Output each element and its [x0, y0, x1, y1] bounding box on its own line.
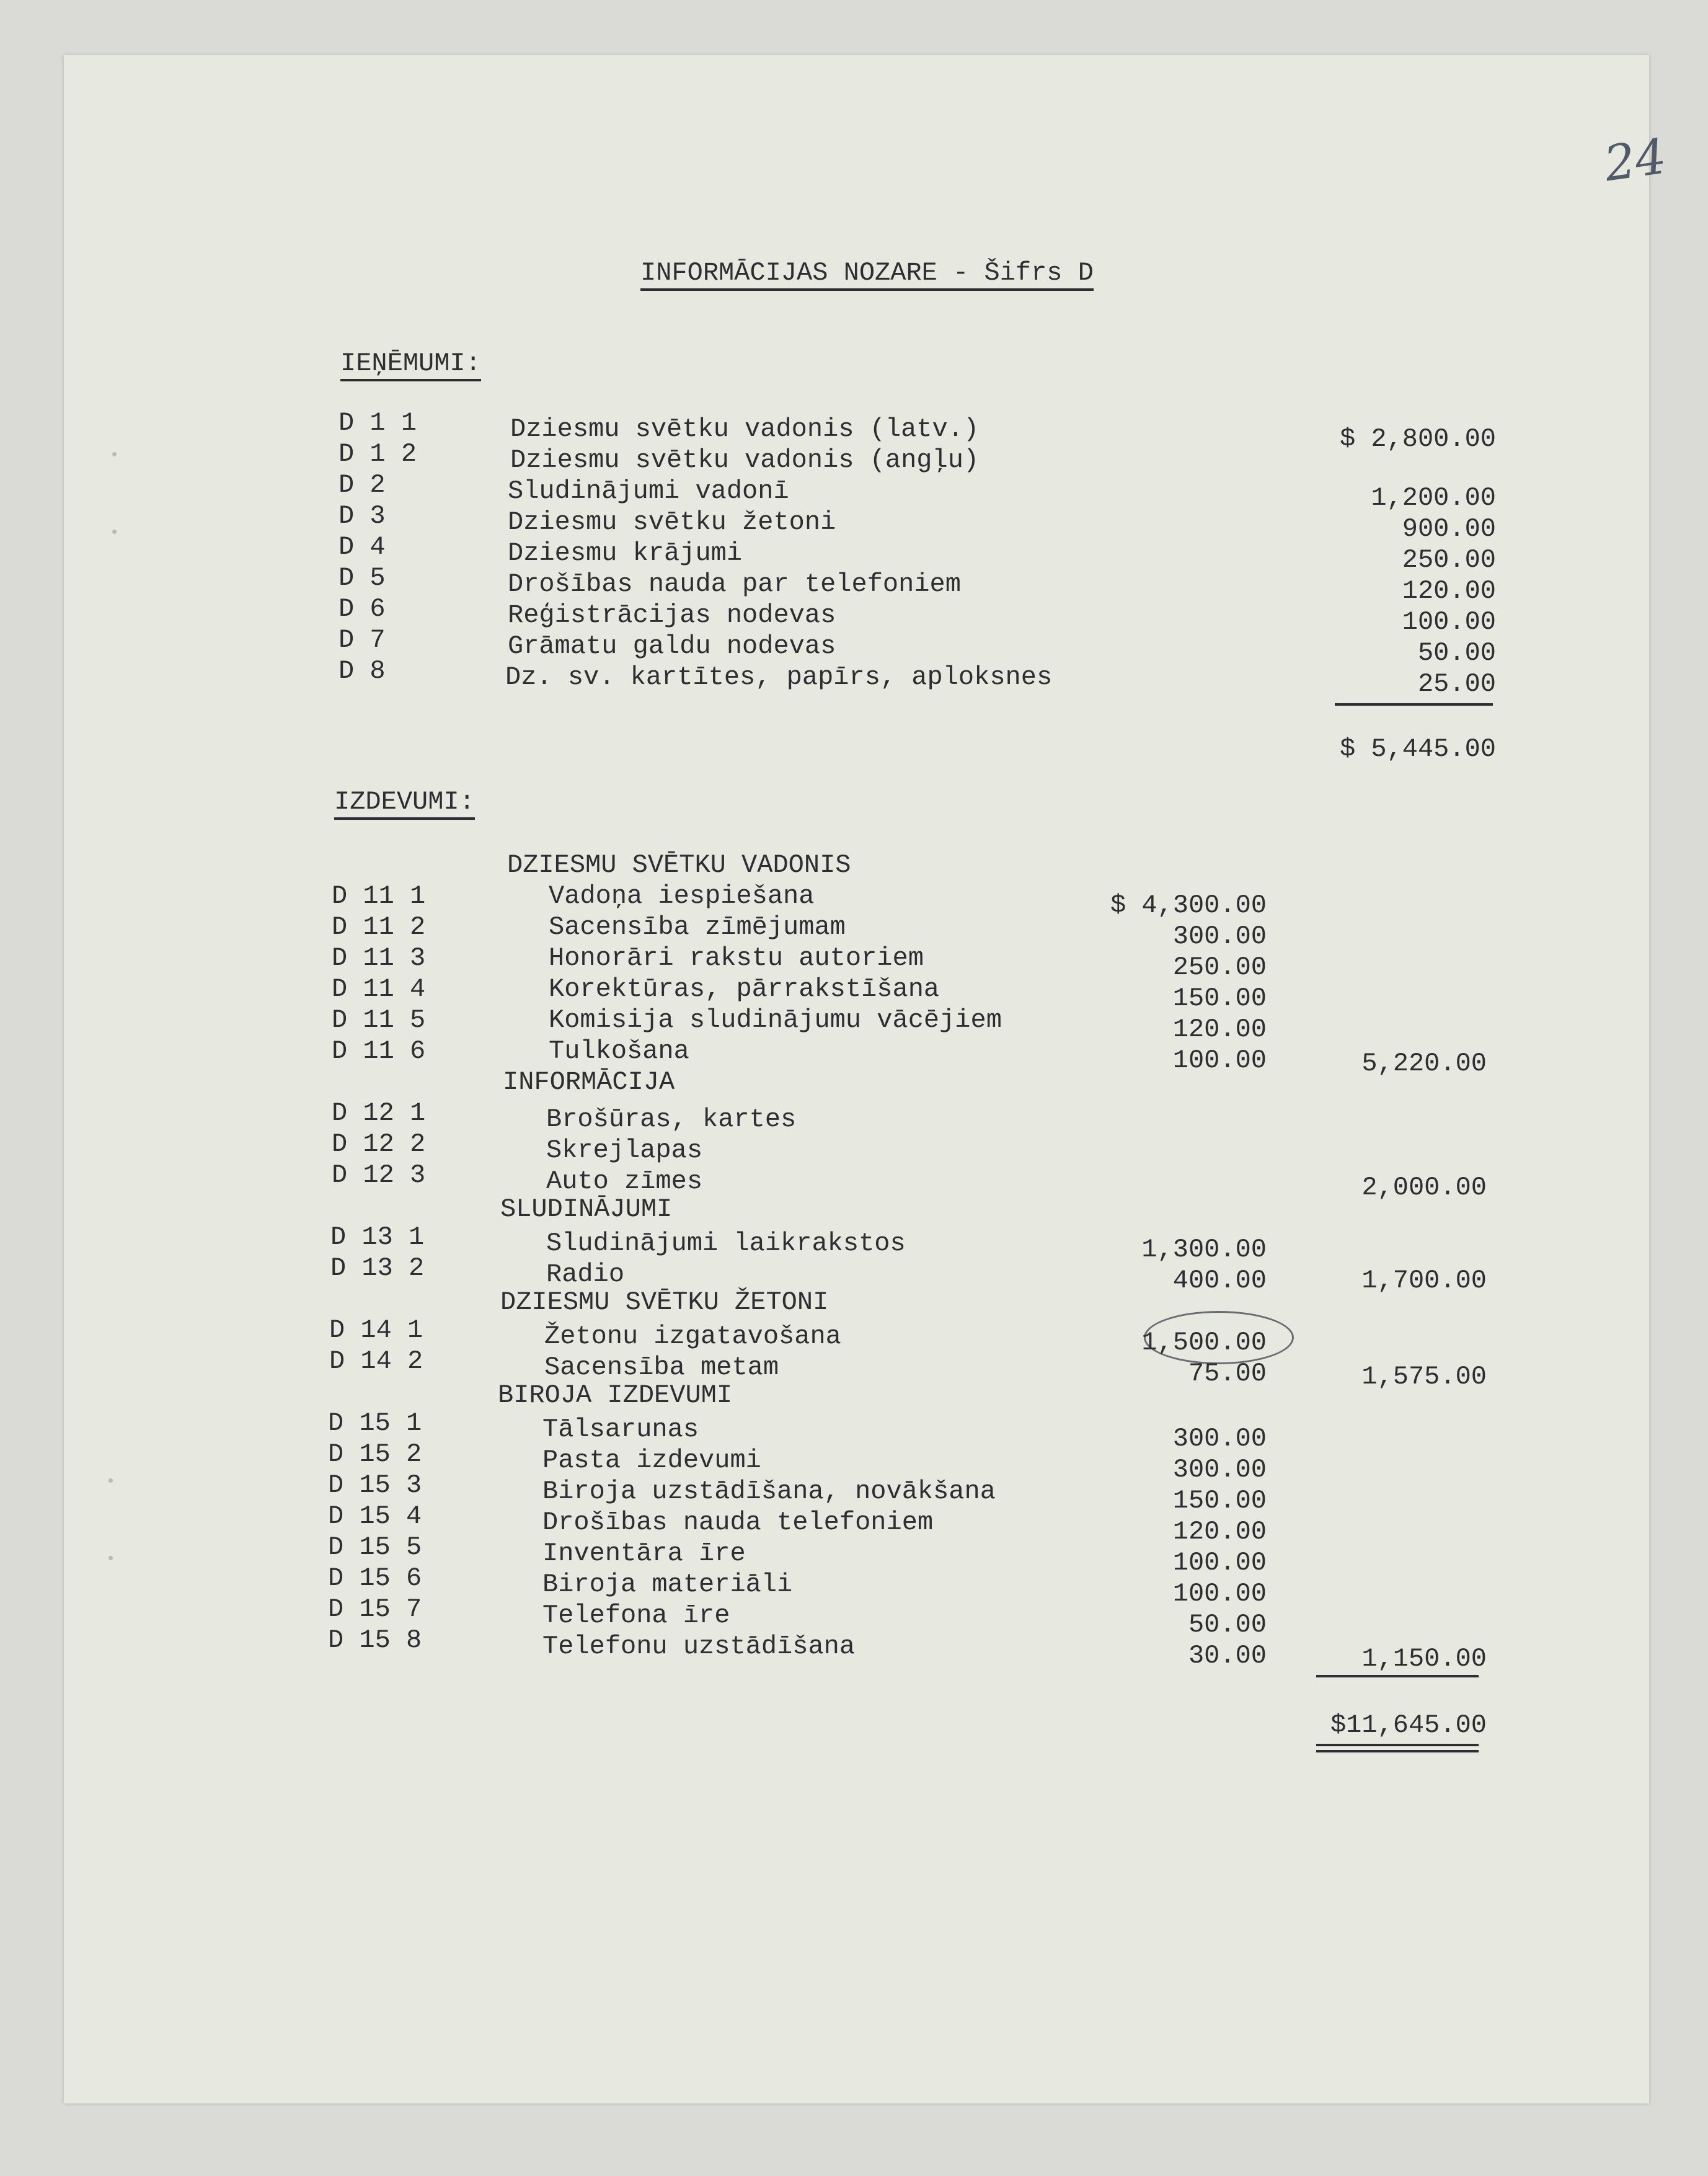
group-subtotal: 1,150.00	[1361, 1644, 1487, 1674]
expense-code: D 15 8	[328, 1625, 422, 1655]
expenses-heading: IZDEVUMI:	[334, 789, 475, 820]
expense-desc: Honorāri rakstu autoriem	[549, 943, 924, 973]
income-sum-rule	[1335, 703, 1493, 706]
expense-amount: 120.00	[1172, 1517, 1267, 1547]
expense-code: D 11 4	[332, 974, 426, 1004]
binder-dot	[108, 1556, 113, 1560]
group-title: INFORMĀCIJA	[503, 1067, 675, 1097]
income-amount: 250.00	[1402, 545, 1496, 575]
income-amount: 25.00	[1417, 669, 1496, 699]
expense-code: D 11 1	[332, 881, 426, 911]
income-amount: 1,200.00	[1371, 483, 1496, 513]
expense-code: D 15 2	[328, 1439, 422, 1469]
group-title: SLUDINĀJUMI	[500, 1194, 673, 1224]
income-desc: Sludinājumi vadonī	[508, 476, 789, 506]
expense-desc: Drošības nauda telefoniem	[542, 1508, 934, 1537]
expense-amount: 100.00	[1172, 1548, 1267, 1578]
group-subtotal: 5,220.00	[1361, 1049, 1487, 1078]
income-desc: Drošības nauda par telefoniem	[508, 569, 961, 599]
income-code: D 2	[339, 470, 386, 500]
group-title: DZIESMU SVĒTKU ŽETONI	[500, 1287, 829, 1317]
income-amount: 100.00	[1402, 607, 1496, 637]
expense-code: D 15 6	[328, 1563, 422, 1593]
expenses-total: $11,645.00	[1330, 1710, 1487, 1740]
expense-amount: 150.00	[1172, 984, 1267, 1013]
income-amount: 900.00	[1402, 514, 1496, 544]
binder-dot	[108, 1478, 113, 1483]
expense-code: D 11 6	[332, 1036, 426, 1066]
expense-amount: 75.00	[1188, 1359, 1267, 1388]
income-code: D 8	[339, 656, 386, 686]
expense-desc: Komisija sludinājumu vācējiem	[549, 1005, 1002, 1035]
handwritten-page-number: 24	[1601, 128, 1670, 193]
expense-amount: 100.00	[1172, 1579, 1267, 1609]
expense-amount: 400.00	[1172, 1266, 1267, 1295]
expense-desc: Sacensība metam	[544, 1352, 779, 1382]
income-code: D 3	[339, 501, 386, 531]
group-title: BIROJA IZDEVUMI	[498, 1380, 733, 1410]
income-desc: Reģistrācijas nodevas	[508, 600, 836, 630]
income-desc: Dziesmu svētku vadonis (angļu)	[510, 445, 980, 475]
expense-amount: 1,300.00	[1141, 1235, 1267, 1264]
expense-desc: Korektūras, pārrakstīšana	[549, 974, 940, 1004]
income-code: D 5	[339, 563, 386, 593]
group-subtotal: 1,700.00	[1361, 1266, 1487, 1295]
binder-dot	[112, 530, 117, 534]
expenses-sum-rule	[1316, 1675, 1479, 1677]
expense-desc: Brošūras, kartes	[546, 1104, 797, 1134]
expense-desc: Tulkošana	[549, 1036, 689, 1066]
expense-code: D 15 3	[328, 1470, 422, 1500]
double-underline-top	[1316, 1744, 1479, 1746]
expense-desc: Biroja uzstādīšana, novākšana	[542, 1477, 996, 1506]
expense-amount: 120.00	[1172, 1015, 1267, 1044]
expense-desc: Biroja materiāli	[542, 1570, 793, 1599]
double-underline-bottom	[1316, 1750, 1479, 1752]
expense-amount: 150.00	[1172, 1486, 1267, 1516]
expense-desc: Sacensība zīmējumam	[549, 912, 846, 942]
expense-desc: Vadoņa iespiešana	[549, 881, 815, 911]
expense-code: D 15 5	[328, 1532, 422, 1562]
income-desc: Dz. sv. kartītes, papīrs, aploksnes	[505, 662, 1053, 692]
group-title: DZIESMU SVĒTKU VADONIS	[507, 850, 851, 880]
expense-amount: 300.00	[1172, 921, 1267, 951]
expense-desc: Skrejlapas	[546, 1135, 703, 1165]
income-code: D 7	[339, 625, 386, 655]
expense-code: D 11 5	[332, 1005, 426, 1035]
group-subtotal: 1,575.00	[1361, 1362, 1487, 1392]
income-code: D 1 1	[339, 408, 417, 438]
expense-code: D 12 1	[332, 1098, 426, 1128]
income-code: D 6	[339, 594, 386, 624]
expense-desc: Telefona īre	[542, 1601, 730, 1630]
expense-amount: 1,500.00	[1141, 1328, 1267, 1357]
expense-desc: Sludinājumi laikrakstos	[546, 1228, 906, 1258]
expense-code: D 13 1	[330, 1222, 425, 1252]
expense-desc: Telefonu uzstādīšana	[542, 1632, 856, 1661]
income-total: $ 5,445.00	[1339, 734, 1496, 764]
expense-desc: Inventāra īre	[542, 1539, 746, 1568]
expense-code: D 15 1	[328, 1408, 422, 1438]
group-subtotal: 2,000.00	[1361, 1173, 1487, 1202]
income-code: D 1 2	[339, 439, 417, 469]
document-page	[64, 55, 1670, 2103]
document-title: INFORMĀCIJAS NOZARE - Šifrs D	[640, 260, 1094, 291]
expense-code: D 14 2	[329, 1346, 423, 1376]
expense-amount: 250.00	[1172, 953, 1267, 982]
expense-amount: 300.00	[1172, 1455, 1267, 1485]
income-amount: 120.00	[1402, 576, 1496, 606]
income-amount: $ 2,800.00	[1339, 424, 1496, 454]
expense-desc: Tālsarunas	[542, 1414, 699, 1444]
expense-code: D 11 3	[332, 943, 426, 973]
expense-code: D 13 2	[330, 1253, 425, 1283]
expense-desc: Pasta izdevumi	[542, 1445, 761, 1475]
expense-amount: $ 4,300.00	[1110, 890, 1267, 920]
expense-desc: Žetonu izgatavošana	[544, 1321, 841, 1351]
expense-code: D 11 2	[332, 912, 426, 942]
expense-code: D 15 7	[328, 1594, 422, 1624]
expense-amount: 100.00	[1172, 1046, 1267, 1075]
income-desc: Grāmatu galdu nodevas	[508, 631, 836, 661]
income-desc: Dziesmu svētku žetoni	[508, 507, 836, 537]
binder-dot	[112, 452, 117, 456]
expense-desc: Radio	[546, 1259, 625, 1289]
expense-amount: 50.00	[1188, 1610, 1267, 1640]
expense-code: D 12 2	[332, 1129, 426, 1159]
expense-amount: 30.00	[1188, 1641, 1267, 1671]
income-amount: 50.00	[1417, 638, 1496, 668]
income-code: D 4	[339, 532, 386, 562]
income-desc: Dziesmu svētku vadonis (latv.)	[510, 414, 980, 444]
expense-desc: Auto zīmes	[546, 1166, 703, 1196]
expense-code: D 12 3	[332, 1160, 426, 1190]
income-heading: IEŅĒMUMI:	[340, 350, 481, 381]
income-desc: Dziesmu krājumi	[508, 538, 743, 568]
expense-amount: 300.00	[1172, 1424, 1267, 1454]
expense-code: D 14 1	[329, 1315, 423, 1345]
expense-code: D 15 4	[328, 1501, 422, 1531]
